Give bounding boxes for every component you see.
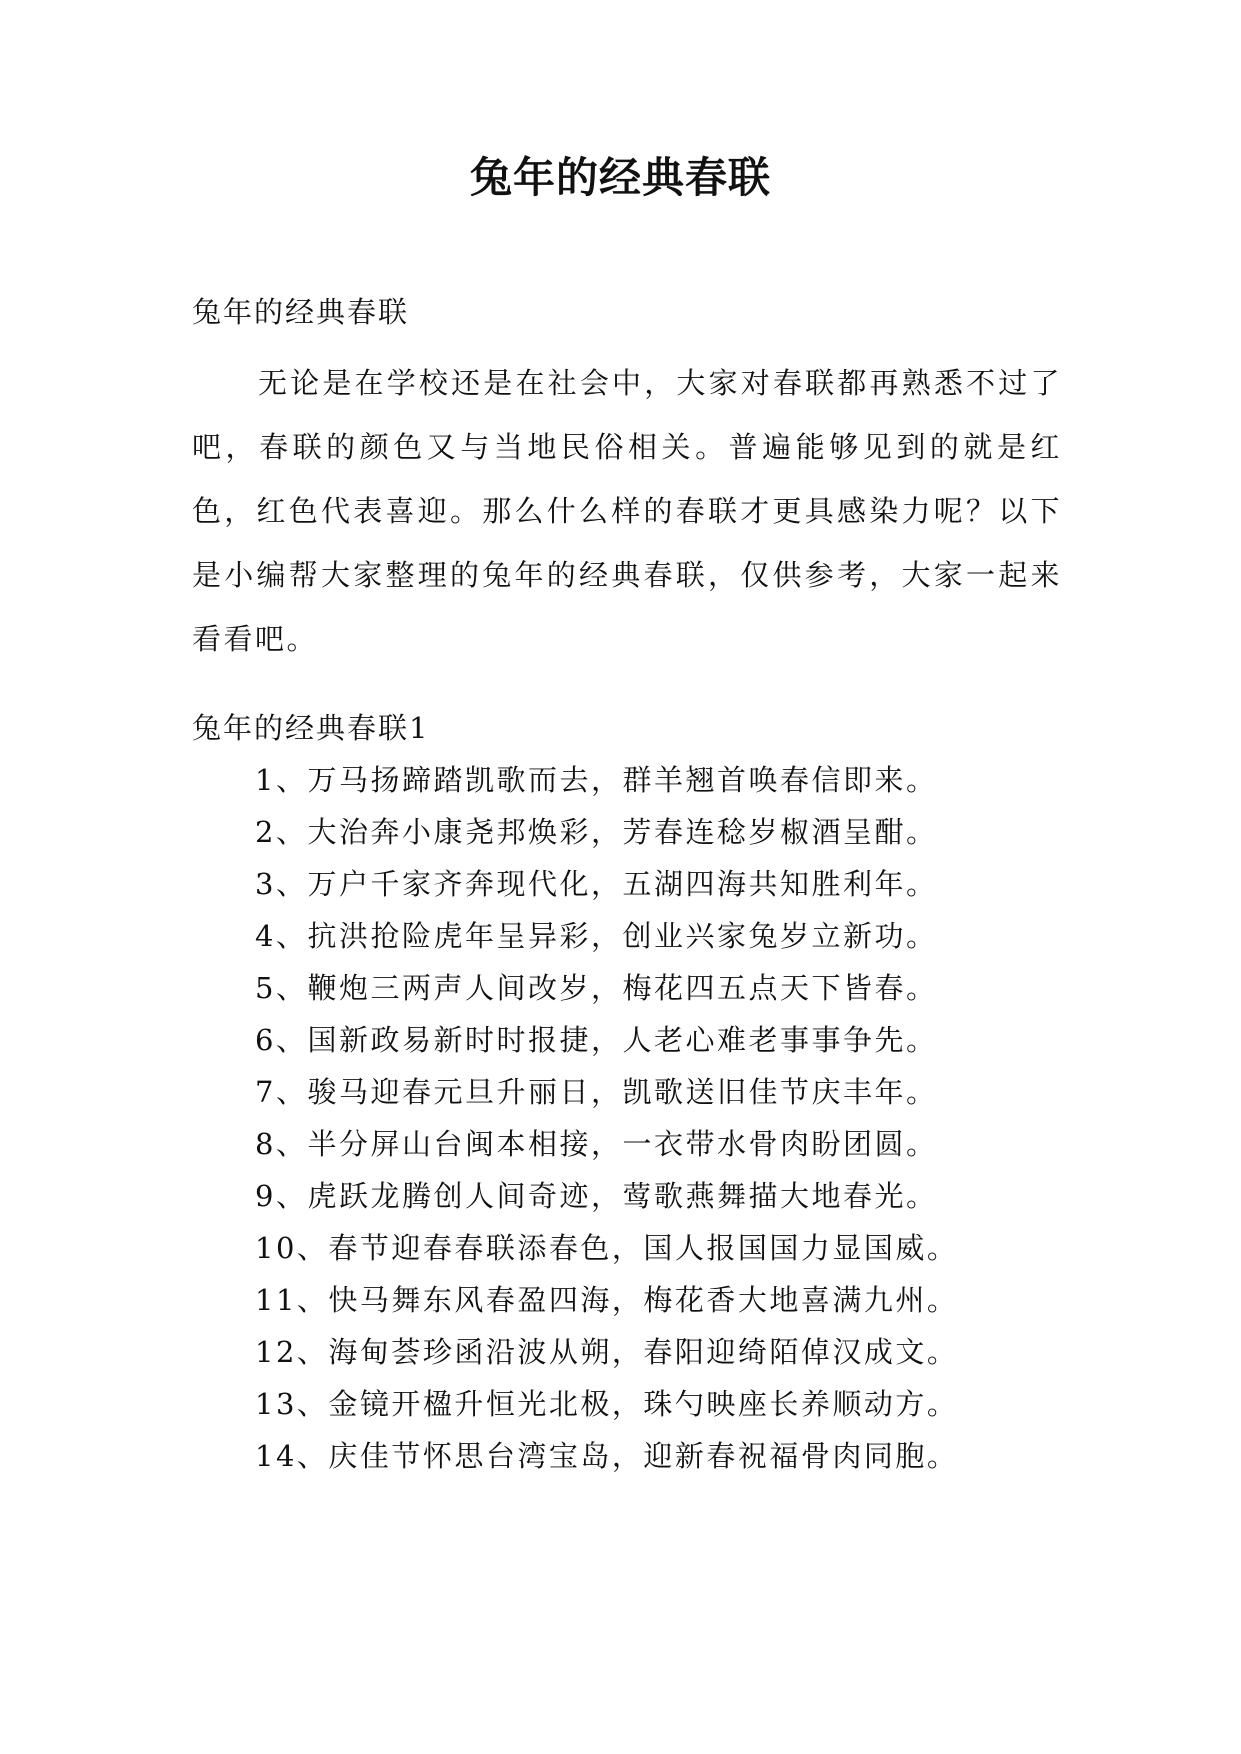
couplet-item: 10、春节迎春春联添春色，国人报国国力显国威。 [255,1231,959,1265]
couplet-item: 2、大治奔小康尧邦焕彩，芳春连稔岁椒酒呈酣。 [255,815,938,849]
couplet-item: 9、虎跃龙腾创人间奇迹，莺歌燕舞描大地春光。 [255,1179,938,1213]
couplet-item: 7、骏马迎春元旦升丽日，凯歌送旧佳节庆丰年。 [255,1075,938,1109]
couplet-item: 13、金镜开楹升恒光北极，珠勺映座长养顺动方。 [255,1387,959,1421]
couplet-item: 5、鞭炮三两声人间改岁，梅花四五点天下皆春。 [255,971,938,1005]
section-heading: 兔年的经典春联1 [192,711,430,745]
couplet-item: 6、国新政易新时时报捷，人老心难老事事争先。 [255,1023,938,1057]
couplet-item: 11、快马舞东风春盈四海，梅花香大地喜满九州。 [255,1283,959,1317]
couplet-item: 12、海甸荟珍函沿波从朔，春阳迎绮陌倬汉成文。 [255,1335,959,1369]
couplet-item: 3、万户千家齐奔现代化，五湖四海共知胜利年。 [255,867,938,901]
document-subtitle: 兔年的经典春联 [192,295,410,329]
intro-paragraph: 无论是在学校还是在社会中，大家对春联都再熟悉不过了吧，春联的颜色又与当地民俗相关。普遍能够见到的就是红色，红色代表喜迎。那么什么样的春联才更具感染力呢？以下是小编帮大家整理的兔年的经典春联，仅供参考，大家一起来看看吧。 [192,366,1062,656]
document-title: 兔年的经典春联 [469,153,771,202]
couplet-item: 14、庆佳节怀思台湾宝岛，迎新春祝福骨肉同胞。 [255,1439,959,1473]
couplet-item: 8、半分屏山台闽本相接，一衣带水骨肉盼团圆。 [255,1127,938,1161]
couplet-item: 4、抗洪抢险虎年呈异彩，创业兴家兔岁立新功。 [255,919,938,953]
couplet-item: 1、万马扬蹄踏凯歌而去，群羊翘首唤春信即来。 [255,763,938,797]
